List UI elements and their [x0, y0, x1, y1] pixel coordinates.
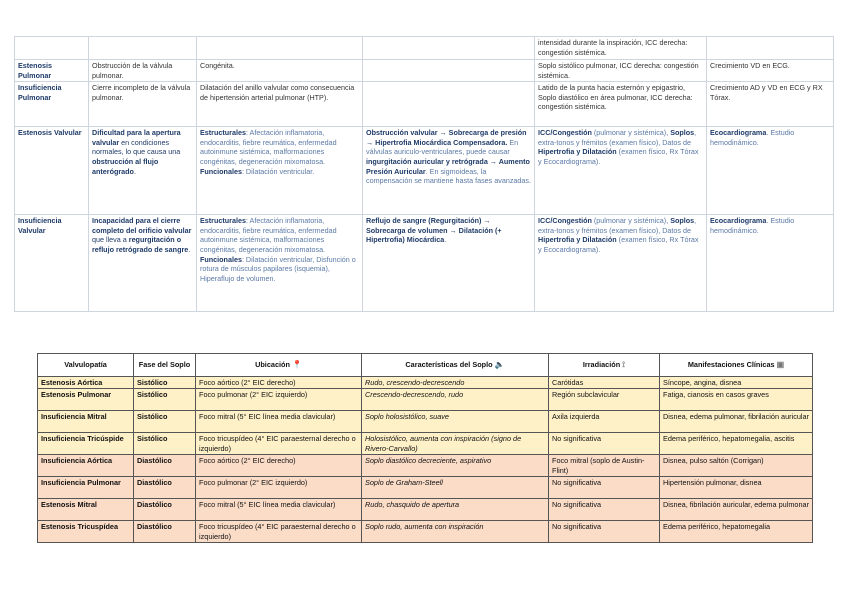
header-ubicacion: Ubicación 📍: [196, 354, 362, 377]
table-row: [15, 127, 834, 215]
cell-valvulopathy: Estenosis Valvular: [15, 127, 89, 215]
cell-valvulopathy: Estenosis Pulmonar: [15, 60, 89, 82]
cell-ubicacion: Foco tricuspídeo (4° EIC paraesternal derecho o izquierdo): [196, 433, 362, 455]
cell-pathophysiology: Obstrucción valvular → Sobrecarga de presión → Hipertrofia Miocárdica Compensadora. En válvulas auriculo-ventriculares, puede causar ingurgitación auricular y retrógrada → Aumento Presión Auricular. En sigmoideas, la compensación se mantiene hasta fases avanzadas.: [363, 127, 535, 215]
cell-manifestations: Latido de la punta hacia esternón y epigastrio, Soplo diastólico en área pulmonar, ICC derecha: congestión sistémica.: [535, 82, 707, 127]
cell-manifestaciones: Hipertensión pulmonar, disnea: [660, 477, 813, 499]
cell-definition: Incapacidad para el cierre completo del orificio valvular que lleva a regurgitación o reflujo retrógrado de sangre.: [89, 215, 197, 312]
header-fase: Fase del Soplo: [134, 354, 196, 377]
monitor-icon: ▣: [776, 360, 785, 370]
cell-fase: Diastólico: [134, 521, 196, 543]
cell-valvulopatia: Estenosis Pulmonar: [38, 389, 134, 411]
table-row: [15, 60, 834, 82]
cell-valvulopathy: Insuficiencia Pulmonar: [15, 82, 89, 127]
table-row: [15, 82, 834, 127]
cell-manifestaciones: Disnea, fibrilación auricular, edema pulmonar: [660, 499, 813, 521]
cell-manifestations: intensidad durante la inspiración, ICC derecha: congestión sistémica.: [535, 37, 707, 60]
antenna-icon: ⟟: [622, 360, 626, 370]
cell-caracteristicas: Rudo, chasquido de apertura: [362, 499, 549, 521]
cell-valvulopatia: Estenosis Mitral: [38, 499, 134, 521]
table-row: [38, 433, 813, 455]
cell-ubicacion: Foco aórtico (2° EIC derecho): [196, 377, 362, 389]
cell-irradiacion: No significativa: [549, 499, 660, 521]
pin-icon: 📍: [291, 360, 302, 370]
cell-fase: Sistólico: [134, 433, 196, 455]
cell-diagnosis: Ecocardiograma. Estudio hemodinámico.: [707, 127, 834, 215]
cell-valvulopatia: Insuficiencia Tricúspide: [38, 433, 134, 455]
cell-fase: Sistólico: [134, 389, 196, 411]
header-irradiacion: Irradiación ⟟: [549, 354, 660, 377]
cell-etiology: Estructurales: Afectación inflamatoria, endocarditis, fiebre reumática, enfermedad autoinmune sistémica, malformaciones congénitas, degeneración mixomatosa. Funcionales: Dilatación ventricular, Disfunción o rotura de músculos papilares (isquemia), Hiperaflujo de volumen.: [197, 215, 363, 312]
cell-irradiacion: Axila izquierda: [549, 411, 660, 433]
table-row: [15, 215, 834, 312]
cell-valvulopatia: Estenosis Aórtica: [38, 377, 134, 389]
cell-etiology: Dilatación del anillo valvular como consecuencia de hipertensión arterial pulmonar (HTP).: [197, 82, 363, 127]
cell-manifestaciones: Fatiga, cianosis en casos graves: [660, 389, 813, 411]
valvulopathy-summary-table: [14, 36, 834, 312]
header-caracteristicas: Características del Soplo 🔈: [362, 354, 549, 377]
cell-fase: Diastólico: [134, 455, 196, 477]
cell-definition: Obstrucción de la válvula pulmonar.: [89, 60, 197, 82]
cell-irradiacion: No significativa: [549, 433, 660, 455]
cell-manifestaciones: Disnea, edema pulmonar, fibrilación auricular: [660, 411, 813, 433]
table-row: [38, 411, 813, 433]
cell-definition: Cierre incompleto de la válvula pulmonar.: [89, 82, 197, 127]
cell-caracteristicas: Soplo de Graham-Steell: [362, 477, 549, 499]
cell-manifestaciones: Edema periférico, hepatomegalia: [660, 521, 813, 543]
cell-ubicacion: Foco aórtico (2° EIC derecho): [196, 455, 362, 477]
table-row: [38, 521, 813, 543]
cell-manifestaciones: Disnea, pulso saltón (Corrigan): [660, 455, 813, 477]
cell-manifestations: ICC/Congestión (pulmonar y sistémica), Soplos, extra-tonos y frémitos (examen físico), Datos de Hipertrofia y Dilatación (examen físico, Rx Tórax y Ecocardiograma).: [535, 215, 707, 312]
cell-valvulopatia: Insuficiencia Pulmonar: [38, 477, 134, 499]
cell-diagnosis: Crecimiento AD y VD en ECG y RX Tórax.: [707, 82, 834, 127]
cell-caracteristicas: Rudo, crescendo-decrescendo: [362, 377, 549, 389]
cell-ubicacion: Foco mitral (5° EIC línea media clavicular): [196, 499, 362, 521]
cell-caracteristicas: Soplo holosistólico, suave: [362, 411, 549, 433]
cell-diagnosis: Ecocardiograma. Estudio hemodinámico.: [707, 215, 834, 312]
cell-fase: Diastólico: [134, 477, 196, 499]
cell-valvulopatia: Insuficiencia Mitral: [38, 411, 134, 433]
cell-manifestaciones: Edema periférico, hepatomegalia, ascitis: [660, 433, 813, 455]
table-row: [38, 455, 813, 477]
cell-pathophysiology: Reflujo de sangre (Regurgitación) → Sobrecarga de volumen → Dilatación (+ Hipertrofia) Miocárdica.: [363, 215, 535, 312]
speaker-icon: 🔈: [494, 360, 505, 370]
cell-irradiacion: Foco mitral (soplo de Austin-Flint): [549, 455, 660, 477]
table-row: [38, 377, 813, 389]
table-row: [38, 499, 813, 521]
cell-fase: Sistólico: [134, 411, 196, 433]
cell-definition: Dificultad para la apertura valvular en condiciones normales, lo que causa una obstrucción al flujo anterógrado.: [89, 127, 197, 215]
table-row: [38, 389, 813, 411]
cell-irradiacion: Región subclavicular: [549, 389, 660, 411]
cell-irradiacion: Carótidas: [549, 377, 660, 389]
cell-etiology: Estructurales: Afectación inflamatoria, endocarditis, fiebre reumática, enfermedad autoinmune sistémica, malformaciones congénitas, degeneración mixomatosa. Funcionales: Dilatación ventricular.: [197, 127, 363, 215]
cell-caracteristicas: Soplo rudo, aumenta con inspiración: [362, 521, 549, 543]
cell-caracteristicas: Soplo diastólico decreciente, aspirativo: [362, 455, 549, 477]
table-header-row: [38, 354, 813, 377]
cell-fase: Sistólico: [134, 377, 196, 389]
cell-irradiacion: No significativa: [549, 477, 660, 499]
cell-ubicacion: Foco pulmonar (2° EIC izquierdo): [196, 389, 362, 411]
cell-etiology: Congénita.: [197, 60, 363, 82]
cell-valvulopatia: Insuficiencia Aórtica: [38, 455, 134, 477]
header-manifestaciones: Manifestaciones Clínicas ▣: [660, 354, 813, 377]
cell-caracteristicas: Holosistólico, aumenta con inspiración (signo de Rivero-Carvallo): [362, 433, 549, 455]
cell-ubicacion: Foco mitral (5° EIC línea media clavicular): [196, 411, 362, 433]
cell-manifestaciones: Síncope, angina, disnea: [660, 377, 813, 389]
header-valvulopatia: Valvulopatía: [38, 354, 134, 377]
table-row: [38, 477, 813, 499]
cell-ubicacion: Foco tricuspídeo (4° EIC paraesternal derecho o izquierdo): [196, 521, 362, 543]
cell-valvulopatia: Estenosis Tricuspídea: [38, 521, 134, 543]
cell-fase: Diastólico: [134, 499, 196, 521]
murmur-table: [37, 353, 813, 543]
cell-manifestations: ICC/Congestión (pulmonar y sistémica), Soplos, extra-tonos y frémitos (examen físico), Datos de Hipertrofia y Dilatación (examen físico, Rx Tórax y Ecocardiograma).: [535, 127, 707, 215]
cell-caracteristicas: Crescendo-decrescendo, rudo: [362, 389, 549, 411]
cell-diagnosis: Crecimiento VD en ECG.: [707, 60, 834, 82]
cell-ubicacion: Foco pulmonar (2° EIC izquierdo): [196, 477, 362, 499]
cell-irradiacion: No significativa: [549, 521, 660, 543]
table-row: [15, 37, 834, 60]
cell-manifestations: Soplo sistólico pulmonar, ICC derecha: congestión sistémica.: [535, 60, 707, 82]
cell-valvulopathy: Insuficiencia Valvular: [15, 215, 89, 312]
